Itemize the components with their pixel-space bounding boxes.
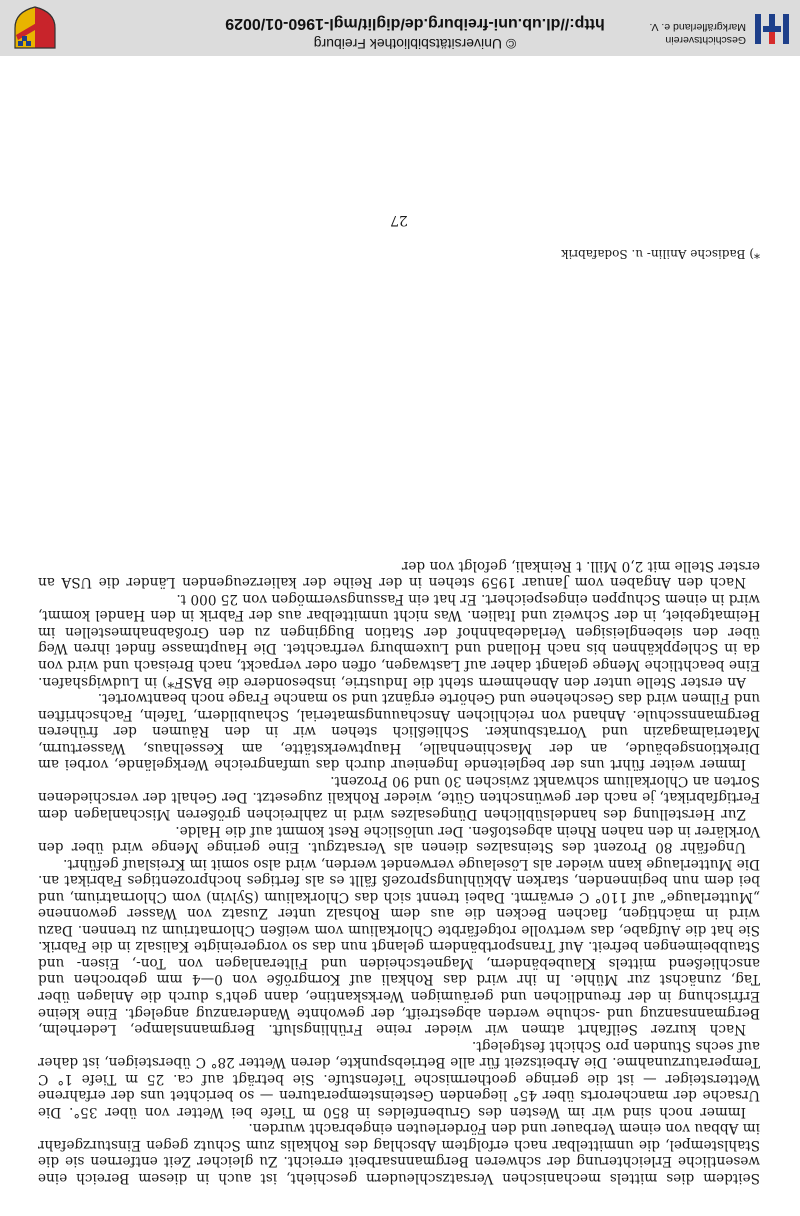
body-text [38, 557, 760, 1186]
society-name [646, 20, 746, 46]
paragraph: Ungefähr 80 Prozent des Steinsalzes dienen als Versatzgut. Eine geringe Menge wird über den Vorklärer in den nahen Rhein abgestoßen. Der unlösliche Rest kommt auf die Halde. [38, 822, 760, 856]
society-name-line: Markgräflerland e. V. [649, 21, 746, 33]
society-name-line: Geschichtsverein [665, 34, 746, 46]
paragraph: Nach kurzer Seilfahrt atmen wir wieder reine Frühlingsluft. Bergmannslampe, Lederhelm, Bergmannsanzug und -schuhe werden abgestreift, der gewohnte Wanderanzug angelegt. Eine kleine Erfrischung in der freundlichen und geräumigen Werkskantine, dann geht's durch die Anlagen über Tag, zunächst zur Mühle. In ihr wird das Rohkali auf Korngröße von 0—4 mm gebrochen und anschließend mittels Klaubebändern, Magnetscheiden und Filteranlagen von Ton-, Eisen- und Staubbeimengen befreit. Auf Transportbändern gelangt nun das so vorgereinigte Kalisalz in die Fabrik. Sie hat die Aufgabe, das wertvolle rotgefärbte Chlorkalium vom weißen Chlornatrium zu trennen. Dazu wird in mächtigen, flachen Becken die aus dem Rohsalz unter Zusatz von Wasser gewonnene „Mutterlauge“ auf 110° C erwärmt. Dabei trennt sich das Chlorkalium (Sylvin) vom Chlornatrium, und bei dem nun beginnenden, starken Abkühlungsprozeß fällt es als fertiges hochprozentiges Fabrikat an. Die Mutterlauge kann wieder als Löselauge verwendet werden, wird also somit im Kreislauf geführt. [38, 855, 760, 1038]
paragraph: Seitdem dies mittels mechanischen Versatzschleudern geschieht, ist auch in diesem Bereich eine wesentliche Erleichterung der schweren Bergmannsarbeit erreicht. Zu gleicher Zeit entfernen sie die Stahlstempel, die unmittelbar nach erfolgtem Abschlag des Rohkalis zum Schutz gegen Einsturzgefahr im Abbau von einem Verbauer und den Förderleuten eingebracht wurden. [38, 1120, 760, 1186]
society-crest-icon [10, 6, 60, 50]
footer-bar [0, 0, 800, 56]
paragraph: Immer weiter führt uns der begleitende Ingenieur durch das umfangreiche Werkgelände, vorbei am Direktionsgebäude, an der Maschinenhalle, Hauptwerkstätte, am Kesselhaus, Wasserturm, Materialmagazin und Vorratsbunker. Schließlich stehen wir in den Räumen der früheren Bergmannsschule. Anhand von reichlichen Anschauungsmaterial, Schaubildern, Tafeln, Fachschriften und Filmen wird das Geschehene und Gehörte ergänzt und so manche Frage noch beantwortet. [38, 690, 760, 773]
copyright-notice: © Universitätsbibliothek Freiburg [313, 36, 517, 52]
university-library-logo-icon [752, 8, 792, 48]
paragraph: Zur Herstellung des handelsüblichen Düngesalzes wird in zahlreichen größeren Mischanlagen dem Fertigfabrikat, je nach der gewünschten Güte, wieder Rohkali zugesetzt. Der Gehalt der verschiedenen Sorten an Chlorkalium schwankt zwischen 30 und 90 Prozent. [38, 772, 760, 822]
paragraph: Immer noch sind wir im Westen des Grubenfeldes in 850 m Tiefe bei Wetter von über 35°. Die Ursache der mancherorts über 45° liegenden Gesteinstemperaturen — so berichtet uns der erfahrene Wettersteiger — ist die geringe geothermische Tiefenstufe. Sie beträgt auf ca. 25 m Tiefe 1° C Temperaturzunahme. Die Arbeitszeit für alle Betriebspunkte, deren Wetter 28° C übersteigen, ist daher auf sechs Stunden pro Schicht festgelegt. [38, 1037, 760, 1120]
page-number: 27 [390, 212, 408, 228]
paragraph: Nach den Angaben vom Januar 1959 stehen in der Reihe der kalierzeugenden Länder die USA an erster Stelle mit 2,0 Mill. t Reinkali, gefolgt von der [38, 557, 760, 591]
document-url[interactable]: http://dl.ub.uni-freiburg.de/diglit/mgl-1960-01/0029 [225, 15, 605, 32]
paragraph: An erster Stelle unter den Abnehmern steht die Industrie, insbesondere die BASF*) in Ludwigshafen. Eine beachtliche Menge gelangt daher auf Lastwagen, offen oder verpackt, nach Breisach und wird von da in Schleppkähnen bis nach Holland und Luxemburg verfrachtet. Die Hauptmasse findet ihren Weg über den siebengleisigen Verladebahnhof der Station Buggingen zu den Großabnahmestellen im Heimatgebiet, in der Schweiz und Italien. Was nicht unmittelbar aus der Fabrik in den Handel kommt, wird in einem Schuppen eingespeichert. Er hat ein Fassungsvermögen von 25 000 t. [38, 590, 760, 690]
footnote: *) Badische Anilin- u. Sodafabrik [561, 247, 760, 261]
